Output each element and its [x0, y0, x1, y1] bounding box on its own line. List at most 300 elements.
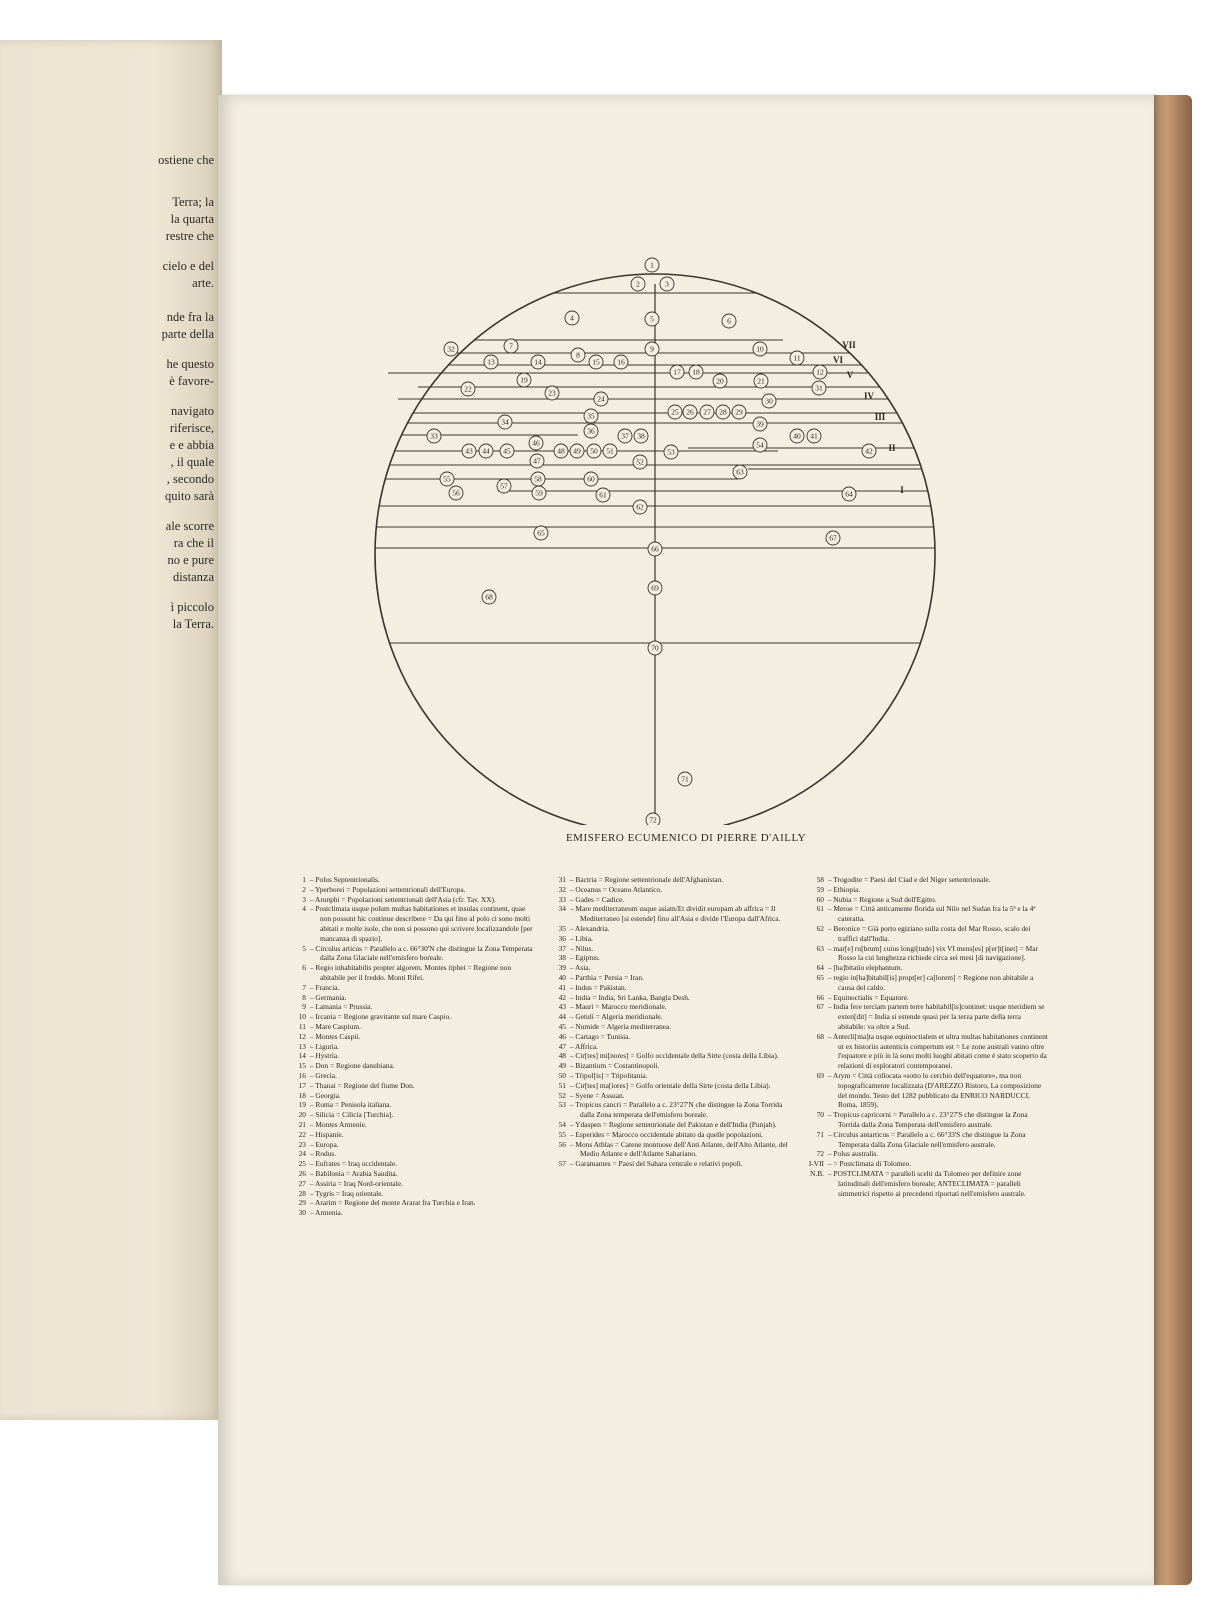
marker-number: 49 — [573, 446, 581, 456]
legend-entry: 47 – Affrica. — [540, 1042, 796, 1052]
hemisphere-diagram — [218, 95, 1154, 825]
legend-entry-number: 20 — [298, 1110, 306, 1120]
marker-number: 3 — [665, 279, 669, 289]
legend-entry-text: Cartago = Tunisia. — [575, 1031, 631, 1041]
marker-number: 18 — [692, 367, 700, 377]
legend-entry-text: Meroe = Città anticamente florida sul Nilo nel Sudan fra la 5ª e la 4ª cateratta. — [833, 904, 1036, 924]
legend-entry-text: Don = Regione danubiana. — [315, 1061, 395, 1071]
climata-label: VII — [842, 340, 856, 350]
legend-entry-number: 17 — [298, 1080, 306, 1090]
marker-number: 7 — [509, 341, 513, 351]
legend-entry-number: 56 — [558, 1139, 566, 1149]
marker-number: 41 — [810, 431, 818, 441]
legend-entry-text: Mare Caspium. — [315, 1021, 361, 1031]
legend-entry-text: Montes Armenie. — [315, 1119, 367, 1129]
legend-entry-text: mar[e] ru[brum] cuius longi[tudo] vix VI mens[es] p[er]t[inet] = Mar Rosso la cui lunghezza richiede circa sei mesi [di navigazione]. — [833, 943, 1038, 963]
legend-entry: 7 – Francia. — [280, 983, 538, 993]
legend-entry: 36 – Libia. — [540, 934, 796, 944]
marker-number: 32 — [447, 344, 455, 354]
legend-entry-number: 8 — [302, 992, 306, 1002]
left-page-text-line: cielo e del — [162, 259, 214, 273]
legend-entry-text: Tygris = Iraq orientale. — [315, 1188, 384, 1198]
legend-entry: 22 – Hispanie. — [280, 1130, 538, 1140]
legend-entry: 35 – Alexandria. — [540, 924, 796, 934]
legend-entry: 16 – Grecia. — [280, 1071, 538, 1081]
marker-number: 13 — [487, 357, 495, 367]
legend-entry: 41 – Indus = Pakistan. — [540, 983, 796, 993]
marker-number: 1 — [650, 260, 654, 270]
legend-entry: 6 – Regio inhabitabilis propter algorem. Montes riphei = Regione non abitabile per il freddo. Monti Rifei. — [280, 963, 538, 983]
marker-number: 23 — [548, 388, 556, 398]
legend-entry: 3 – Arunphi = Popolazioni settentrionali dell'Asia (cfr. Tav. XX). — [280, 895, 538, 905]
legend-entry: 66 – Equinoctialis = Equatore. — [798, 993, 1048, 1003]
legend-entry-number: 3 — [302, 894, 306, 904]
legend-entry: 42 – India = India, Sri Lanka, Bangla Desh. — [540, 993, 796, 1003]
left-page-text-line: distanza — [173, 570, 214, 584]
legend-entry-number: 25 — [298, 1159, 306, 1169]
marker-number: 44 — [482, 446, 490, 456]
left-page-text-line: Terra; la — [172, 195, 214, 209]
legend-entry-text: Regio inhabitabilis propter algorem. Montes riphei = Regione non abitabile per il freddo. Monti Rifei. — [315, 963, 512, 982]
marker-number: 6 — [727, 316, 731, 326]
legend-entry: 12 – Montes Caspii. — [280, 1032, 538, 1042]
legend-entry-text: India fere terciam partem terre habitabil[is]continet: usque meridiem se exten[dit] = India si estende quasi per la terza parte della terra abitabile: va oltre a Sud. — [833, 1002, 1045, 1031]
legend-entry: 72 – Polus australis. — [798, 1149, 1048, 1159]
legend-entry-text: Ethiopia. — [833, 884, 861, 894]
climata-label: VI — [832, 355, 844, 365]
legend-entry: 71 – Circulus antarticus = Parallelo a c. 66°33'S che distingue la Zona Temperata dalla Zona Glaciale nell'emisfero australe. — [798, 1130, 1048, 1150]
legend-entry: 62 – Beronice = Già porto egiziano sulla costa del Mar Rosso, scalo dei traffici dall'India. — [798, 924, 1048, 944]
legend-entry-number: 27 — [298, 1178, 306, 1188]
legend-entry-text: Parthia = Persia = Iran. — [575, 972, 644, 982]
legend-entry-number: 31 — [558, 875, 566, 884]
legend-entry-number: 39 — [558, 963, 566, 973]
legend-entry-number: 67 — [816, 1002, 824, 1012]
legend-entry: 30 – Armenia. — [280, 1208, 538, 1218]
climata-label: III — [874, 412, 886, 422]
legend-entry-text: Tripol[is] = Tripolitania. — [575, 1070, 648, 1080]
legend-entry-text: Europa. — [315, 1139, 339, 1149]
marker-number: 17 — [673, 367, 681, 377]
legend-entry-text: Bactria = Regione settentrionale dell'Afghanistan. — [575, 875, 724, 884]
left-page-text-line: parte della — [161, 327, 214, 341]
legend-entry-number: 16 — [298, 1070, 306, 1080]
legend-entry-text: Cir[tes] ma[iores] = Golfo orientale della Sirte (costa della Libia). — [575, 1080, 771, 1090]
legend-entry: 38 – Egiptus. — [540, 953, 796, 963]
marker-number: 35 — [587, 411, 595, 421]
legend-entry: 39 – Asia. — [540, 963, 796, 973]
marker-number: 39 — [756, 419, 764, 429]
legend-entry: 11 – Mare Caspium. — [280, 1022, 538, 1032]
marker-number: 43 — [465, 446, 473, 456]
legend-entry: 44 – Getuli = Algeria meridionale. — [540, 1012, 796, 1022]
marker-number: 65 — [537, 528, 545, 538]
legend-entry-number: 71 — [816, 1129, 824, 1139]
marker-number: 22 — [464, 384, 472, 394]
legend-entry: 52 – Syene = Assuan. — [540, 1091, 796, 1101]
legend-entry-text: Georgia. — [315, 1090, 341, 1100]
legend-entry-number: 28 — [298, 1188, 306, 1198]
marker-number: 66 — [651, 544, 659, 554]
legend-entry-number: 55 — [558, 1129, 566, 1139]
marker-number: 58 — [534, 474, 542, 484]
legend-entry-text: Tropicus cancri = Parallelo a c. 23°27'N che distingue la Zona Torrida dalla Zona temperata dell'emisfero boreale. — [575, 1100, 783, 1120]
marker-number: 55 — [443, 474, 451, 484]
legend-entry: 31 – Bactria = Regione settentrionale dell'Afghanistan. — [540, 875, 796, 885]
marker-number: 54 — [756, 440, 764, 450]
legend-entry: 67 – India fere terciam partem terre habitabil[is]continet: usque meridiem se exten[dit] = India si estende quasi per la terza parte della terra abitabile: va oltre a Sud. — [798, 1002, 1048, 1031]
marker-number: 37 — [621, 431, 629, 441]
marker-number: 62 — [636, 502, 644, 512]
legend-entry: 21 – Montes Armenie. — [280, 1120, 538, 1130]
legend-entry-text: Francia. — [315, 982, 340, 992]
legend-entry: 60 – Nubia = Regione a Sud dell'Egitto. — [798, 895, 1048, 905]
legend-entry-number: 59 — [816, 884, 824, 894]
legend-entry-number: 35 — [558, 923, 566, 933]
legend-entry: 27 – Assiria = Iraq Nord-orientale. — [280, 1179, 538, 1189]
legend-entry: 13 – Liguria. — [280, 1042, 538, 1052]
legend-entry: 4 – Postclimata usque polum multas habitationes et insulas continent, quae non possunt hic continue describere = Da qui fino al polo ci sono molti abitati e molte isole, che non si possono qui scrivere localizzandole [per mancanza di spazio]. — [280, 904, 538, 943]
legend-entry: 55 – Esperides = Marocco occidentale abitato da quelle popolazioni. — [540, 1130, 796, 1140]
marker-number: 68 — [485, 592, 493, 602]
marker-number: 2 — [636, 279, 640, 289]
legend-entry-text: Nubia = Regione a Sud dell'Egitto. — [833, 894, 937, 904]
legend-entry: 65 – regio in[ha]bitabil[is] propt[er] ca[lorem] = Regione non abitabile a causa del caldo. — [798, 973, 1048, 993]
legend-entry-text: Circulus antarticus = Parallelo a c. 66°33'S che distingue la Zona Temperata dalla Zona Glaciale nell'emisfero australe. — [833, 1129, 1026, 1149]
legend-entry-number: 68 — [816, 1031, 824, 1041]
legend-entry: 53 – Tropicus cancri = Parallelo a c. 23°27'N che distingue la Zona Torrida dalla Zona temperata dell'emisfero boreale. — [540, 1100, 796, 1120]
legend-entry-number: 61 — [816, 904, 824, 914]
legend-entry-text: [ha]bitatio elephantum. — [833, 963, 903, 973]
legend-entry-number: 24 — [298, 1149, 306, 1159]
legend-entry-number: 38 — [558, 953, 566, 963]
marker-number: 40 — [793, 431, 801, 441]
legend-entry-text: Lamania = Prussia. — [315, 1002, 373, 1012]
marker-number: 4 — [570, 313, 574, 323]
legend-entry: 43 – Mauri = Marocco meridionale. — [540, 1002, 796, 1012]
legend-entry-number: 40 — [558, 972, 566, 982]
left-page-text-line: he questo — [166, 357, 214, 371]
marker-number: 14 — [534, 357, 542, 367]
legend-entry-number: 11 — [298, 1021, 306, 1031]
legend-entry: 5 – Circulus articus = Parallelo a c. 66°30'N che distingue la Zona Temperata dalla Zona Glaciale nell'emisfero boreale. — [280, 944, 538, 964]
legend-entry: 29 – Ararim = Regione del monte Ararat fra Turchia e Iran. — [280, 1198, 538, 1208]
legend-entry: 33 – Gades = Cadice. — [540, 895, 796, 905]
legend-entry-text: India = India, Sri Lanka, Bangla Desh. — [575, 992, 690, 1002]
legend-entry-text: Gades = Cadice. — [575, 894, 625, 904]
marker-number: 27 — [703, 407, 711, 417]
legend-entry: 68 – Antecli[ma]ta usque equinoctialem et ultra multas habitationes continent ut ex historiis autenticis compertum est = Le zone australi vanno oltre l'equatore e più in là sono molti luoghi abitati come è stato scoperto da relazioni di esploratori contemporanei. — [798, 1032, 1048, 1071]
legend-entry-text: Yperborei = Popolazioni settentrionali dell'Europa. — [315, 884, 466, 894]
marker-number: 60 — [587, 474, 595, 484]
marker-number: 21 — [757, 376, 765, 386]
legend-entry-number: 42 — [558, 992, 566, 1002]
marker-number: 9 — [650, 344, 654, 354]
legend-entry-number: 5 — [302, 943, 306, 953]
left-page-text-line: ale scorre — [165, 519, 214, 533]
legend-entry: 34 – Mare mediterraneum usque asiam/Et dividit europam ab affrica = Il Mediterraneo [si estende] fino all'Asia e divide l'Europa dall'Africa. — [540, 904, 796, 924]
left-page-text-line: navigato — [170, 404, 214, 418]
legend-entry: 50 – Tripol[is] = Tripolitania. — [540, 1071, 796, 1081]
marker-number: 59 — [535, 488, 543, 498]
legend-entry-text: Mare mediterraneum usque asiam/Et dividit europam ab affrica = Il Mediterraneo [si estende] fino all'Asia e divide l'Europa dall'Africa. — [575, 904, 781, 924]
legend-entry-text: Rodus. — [315, 1149, 337, 1159]
left-page-text-line: ra che il — [173, 536, 214, 550]
legend-entry: 45 – Numide = Algeria mediterranea. — [540, 1022, 796, 1032]
marker-number: 45 — [503, 446, 511, 456]
marker-number: 28 — [719, 407, 727, 417]
legend-entry-text: Indus = Pakistan. — [575, 982, 627, 992]
marker-number: 15 — [592, 357, 600, 367]
marker-number: 19 — [520, 375, 528, 385]
right-page — [218, 95, 1154, 1585]
legend-entry-number: 26 — [298, 1168, 306, 1178]
marker-number: 51 — [606, 446, 614, 456]
legend-entry: 15 – Don = Regione danubiana. — [280, 1061, 538, 1071]
legend-entry-text: Libia. — [575, 933, 593, 943]
legend-entry-number: N.B. — [810, 1168, 824, 1178]
left-page-text-line: riferisce, — [169, 421, 214, 435]
marker-number: 10 — [756, 344, 764, 354]
marker-number: 70 — [651, 643, 659, 653]
legend-entry-text: Silicia = Cilicia [Turchia]. — [315, 1110, 394, 1120]
legend-entry-number: 66 — [816, 992, 824, 1002]
legend-entry-number: 44 — [558, 1012, 566, 1022]
legend-entry-number: 51 — [558, 1080, 566, 1090]
left-page-text-line: la Terra. — [172, 617, 214, 631]
legend-entry-text: Antecli[ma]ta usque equinoctialem et ultra multas habitationes continent ut ex historiis autenticis compertum est = Le zone australi vanno oltre l'equatore e più in là sono molti luoghi abitati come è stato scoperto da relazioni di esploratori contemporanei. — [832, 1031, 1048, 1071]
legend-entry-number: 13 — [298, 1041, 306, 1051]
marker-number: 72 — [649, 815, 657, 825]
left-page-text-line: quito sarà — [165, 489, 214, 503]
legend-entry-text: Asia. — [574, 963, 591, 973]
legend-entry: 57 – Garamantes = Paesi del Sahara centrale e relativi popoli. — [540, 1159, 796, 1169]
legend-entry-number: 58 — [816, 875, 824, 884]
marker-number: 24 — [597, 394, 605, 404]
legend-entry: 58 – Trogodite = Paesi del Ciad e del Niger settentrionale. — [798, 875, 1048, 885]
marker-number: 57 — [500, 481, 508, 491]
legend-entry: 48 – Cir[tes] mi[nores] = Golfo occidentale della Sirte (costa della Libia). — [540, 1051, 796, 1061]
legend-entry-text: Mons Athlas = Catene montuose dell'Anti Atlante, dell'Alto Atlante, del Medio Atlante e dell'Atlante Sahariano. — [575, 1139, 788, 1159]
marker-number: 26 — [686, 407, 694, 417]
legend-entry: 56 – Mons Athlas = Catene montuose dell'Anti Atlante, dell'Alto Atlante, del Medio Atlante e dell'Atlante Sahariano. — [540, 1140, 796, 1160]
marker-number: 71 — [681, 774, 689, 784]
legend-entry-text: Polus Septentrionalis. — [315, 875, 380, 884]
legend-entry-text: Affrica. — [574, 1041, 599, 1051]
legend-entry-number: 49 — [558, 1061, 566, 1071]
legend-entry-number: 45 — [558, 1021, 566, 1031]
legend-entry: 25 – Eufrates = Iraq occidentale. — [280, 1159, 538, 1169]
left-page-text-line: nde fra la — [166, 310, 214, 324]
legend-entry: 23 – Europa. — [280, 1140, 538, 1150]
legend-entry-text: Roma = Penisola italiana. — [315, 1100, 392, 1110]
legend-entry-text: Mauri = Marocco meridionale. — [575, 1002, 667, 1012]
legend-entry-text: Trogodite = Paesi del Ciad e del Niger settentrionale. — [833, 875, 991, 884]
legend-entry-number: 18 — [298, 1090, 306, 1100]
legend-entry-text: Armenia. — [314, 1208, 343, 1218]
legend-entry-text: Babilonia = Arabia Saudita. — [315, 1168, 398, 1178]
legend-entry-number: 36 — [558, 933, 566, 943]
legend-entry-number: 22 — [298, 1129, 306, 1139]
legend-entry-text: Arym = Città collocata «sotto lo cerchio dell'equatore», ma non topograficamente localizzata (D'AREZZO Ristoro, La composizione del mondo. Testo del 1282 pubblicato da ENRICO NARDUCCI, Roma, 1859). — [832, 1070, 1042, 1110]
legend-entry-number: 15 — [298, 1061, 306, 1071]
legend-entry-number: 19 — [298, 1100, 306, 1110]
legend-entry-text: regio in[ha]bitabil[is] propt[er] ca[lorem] = Regione non abitabile a causa del caldo. — [833, 972, 1034, 992]
left-page — [0, 40, 222, 1420]
legend-entry: 9 – Lamania = Prussia. — [280, 1002, 538, 1012]
left-page-text-line: e e abbia — [169, 438, 214, 452]
legend-entry-text: Beronice = Già porto egiziano sulla costa del Mar Rosso, scalo dei traffici dall'India. — [833, 923, 1031, 943]
marker-number: 11 — [793, 353, 801, 363]
legend-entry-text: Hystria. — [315, 1051, 339, 1061]
legend-entry-number: 64 — [816, 963, 824, 973]
marker-number: 63 — [736, 467, 744, 477]
legend-entry-number: 33 — [558, 894, 566, 904]
marker-number: 38 — [637, 431, 645, 441]
legend-entry: 69 – Arym = Città collocata «sotto lo cerchio dell'equatore», ma non topograficamente localizzata (D'AREZZO Ristoro, La composizione del mondo. Testo del 1282 pubblicato da ENRICO NARDUCCI, Roma, 1859). — [798, 1071, 1048, 1110]
legend-entry-text: Alexandria. — [574, 923, 610, 933]
legend-entry: 24 – Rodus. — [280, 1149, 538, 1159]
legend-entry-text: Esperides = Marocco occidentale abitato da quelle popolazioni. — [575, 1129, 764, 1139]
marker-number: 29 — [735, 407, 743, 417]
marker-number: 56 — [452, 488, 460, 498]
marker-number: 46 — [532, 438, 540, 448]
marker-number: 48 — [557, 446, 565, 456]
legend-entry-number: 7 — [302, 982, 306, 992]
legend-entry-text: Getuli = Algeria meridionale. — [575, 1012, 663, 1022]
marker-number: 12 — [816, 367, 824, 377]
legend-entry-text: Syene = Assuan. — [575, 1090, 625, 1100]
legend-entry-text: Eufrates = Iraq occidentale. — [315, 1159, 398, 1169]
legend-entry: 32 – Oceanus = Oceano Atlantico. — [540, 885, 796, 895]
climata-label: IV — [863, 391, 875, 401]
legend-column-1 — [280, 875, 538, 1218]
legend-entry-number: 1 — [302, 875, 306, 884]
left-page-text-line: arte. — [192, 276, 214, 290]
legend-entry-text: Ydaspen = Regione settentrionale del Pakistan e dell'India (Punjab). — [575, 1119, 777, 1129]
legend-entry: 59 – Ethiopia. — [798, 885, 1048, 895]
legend-entry-text: POSTCLIMATA = paralleli scelti da Tolomeo per definire zone latitudinali dell'emisfero boreale; ANTECLIMATA = paralleli simmetrici rispetto ai precedenti riportati nell'emisfero australe. — [833, 1168, 1026, 1198]
legend-entry-number: 30 — [298, 1208, 306, 1218]
legend-entry-number: 70 — [816, 1110, 824, 1120]
marker-number: 47 — [533, 456, 541, 466]
legend-entry-number: 29 — [298, 1198, 306, 1208]
marker-number: 64 — [845, 489, 853, 499]
legend-entry: 54 – Ydaspen = Regione settentrionale del Pakistan e dell'India (Punjab). — [540, 1120, 796, 1130]
legend-entry-number: 50 — [558, 1070, 566, 1080]
left-page-text-line: la quarta — [170, 212, 214, 226]
legend-entry-number: 32 — [558, 884, 566, 894]
legend-entry: 20 – Silicia = Cilicia [Turchia]. — [280, 1110, 538, 1120]
left-page-text-line: è favore- — [169, 374, 214, 388]
legend-entry-number: 34 — [558, 904, 566, 914]
marker-number: 5 — [650, 314, 654, 324]
legend-entry-number: 4 — [302, 904, 306, 914]
legend-entry: 1 – Polus Septentrionalis. — [280, 875, 538, 885]
legend-entry: 8 – Germania. — [280, 993, 538, 1003]
legend-entry: 18 – Georgia. — [280, 1091, 538, 1101]
left-page-text-line: , il quale — [170, 455, 214, 469]
legend-entry: 46 – Cartago = Tunisia. — [540, 1032, 796, 1042]
legend-entry-text: Germania. — [315, 992, 347, 1002]
legend-entry-text: Garamantes = Paesi del Sahara centrale e relativi popoli. — [575, 1159, 743, 1169]
legend-entry-number: 47 — [558, 1041, 566, 1051]
marker-number: 33 — [430, 431, 438, 441]
legend-entry: 49 – Bizantium = Costantinopoli. — [540, 1061, 796, 1071]
legend-entry-number: 46 — [558, 1031, 566, 1041]
figure-caption: EMISFERO ECUMENICO DI PIERRE D'AILLY — [565, 832, 807, 844]
legend-entry: 51 – Cir[tes] ma[iores] = Golfo orientale della Sirte (costa della Libia). — [540, 1081, 796, 1091]
legend-entry: 17 – Thanai = Regione del fiume Don. — [280, 1081, 538, 1091]
legend-column-3 — [798, 875, 1048, 1198]
legend-entry-number: 60 — [816, 894, 824, 904]
marker-number: 42 — [865, 446, 873, 456]
left-page-text-line: , secondo — [166, 472, 214, 486]
marker-number: 69 — [651, 583, 659, 593]
legend-entry-number: 48 — [558, 1051, 566, 1061]
legend-entry: 37 – Nilus. — [540, 944, 796, 954]
legend-entry-text: Hispanie. — [315, 1129, 344, 1139]
marker-number: 67 — [829, 533, 837, 543]
legend-entry-text: Numide = Algeria mediterranea. — [575, 1021, 672, 1031]
legend-entry-number: 72 — [816, 1149, 824, 1159]
marker-number: 53 — [667, 447, 675, 457]
climata-label: I — [900, 485, 904, 495]
marker-number: 25 — [671, 407, 679, 417]
legend-entry-number: 14 — [298, 1051, 306, 1061]
marker-number: 34 — [501, 417, 509, 427]
legend-entry-number: 52 — [558, 1090, 566, 1100]
marker-number: 16 — [617, 357, 625, 367]
marker-number: 30 — [765, 396, 773, 406]
legend-entry-text: = Postclimata di Tolomeo. — [833, 1159, 912, 1169]
legend-entry: 14 – Hystria. — [280, 1051, 538, 1061]
left-page-text-line: ì piccolo — [170, 600, 214, 614]
legend-entry-number: 53 — [558, 1100, 566, 1110]
legend-entry-number: 23 — [298, 1139, 306, 1149]
legend-entry-number: 65 — [816, 972, 824, 982]
legend-entry-number: 37 — [558, 943, 566, 953]
legend-entry-number: 41 — [558, 982, 566, 992]
legend-entry-number: 2 — [302, 884, 306, 894]
legend-entry: 28 – Tygris = Iraq orientale. — [280, 1189, 538, 1199]
legend-entry: 64 – [ha]bitatio elephantum. — [798, 963, 1048, 973]
legend-entry: 19 – Roma = Penisola italiana. — [280, 1100, 538, 1110]
legend-entry-text: Oceanus = Oceano Atlantico. — [575, 884, 663, 894]
legend-entry: I-VII – = Postclimata di Tolomeo. — [798, 1159, 1048, 1169]
legend-entry: 70 – Tropicus capricorni = Parallelo a c. 23°27'S che distingue la Zona Torrida dalla Zona Temperata dell'emisfero australe. — [798, 1110, 1048, 1130]
legend-entry-text: Equinoctialis = Equatore. — [833, 992, 909, 1002]
marker-number: 61 — [599, 490, 607, 500]
legend-entry: N.B. – POSTCLIMATA = paralleli scelti da Tolomeo per definire zone latitudinali dell'emisfero boreale; ANTECLIMATA = paralleli simmetrici rispetto ai precedenti riportati nell'emisfero australe. — [798, 1169, 1048, 1198]
legend-entry: 61 – Meroe = Città anticamente florida sul Nilo nel Sudan fra la 5ª e la 4ª cateratta. — [798, 904, 1048, 924]
legend-entry-number: 12 — [298, 1031, 306, 1041]
legend-entry-number: 9 — [302, 1002, 306, 1012]
legend-entry-number: 62 — [816, 923, 824, 933]
legend-entry: 10 – Ircania = Regione gravitante sul mare Caspio. — [280, 1012, 538, 1022]
legend-entry-number: 10 — [298, 1012, 306, 1022]
climata-label: II — [888, 443, 896, 453]
legend-entry-text: Postclimata usque polum multas habitationes et insulas continent, quae non possunt hic continue describere = Da qui fino al polo ci sono molti abitati e molte isole, che non si possono qui scrivere localizzandole [per mancanza di spazio]. — [315, 904, 533, 943]
legend-entry-text: Liguria. — [315, 1041, 339, 1051]
legend-entry-text: Cir[tes] mi[nores] = Golfo occidentale della Sirte (costa della Libia). — [575, 1051, 779, 1061]
legend-entry-text: Assiria = Iraq Nord-orientale. — [314, 1178, 403, 1188]
legend-entry-text: Egiptus. — [575, 953, 600, 963]
legend-entry-number: 69 — [816, 1070, 824, 1080]
marker-number: 36 — [587, 426, 595, 436]
marker-number: 31 — [815, 383, 823, 393]
left-page-text-line: restre che — [165, 229, 214, 243]
